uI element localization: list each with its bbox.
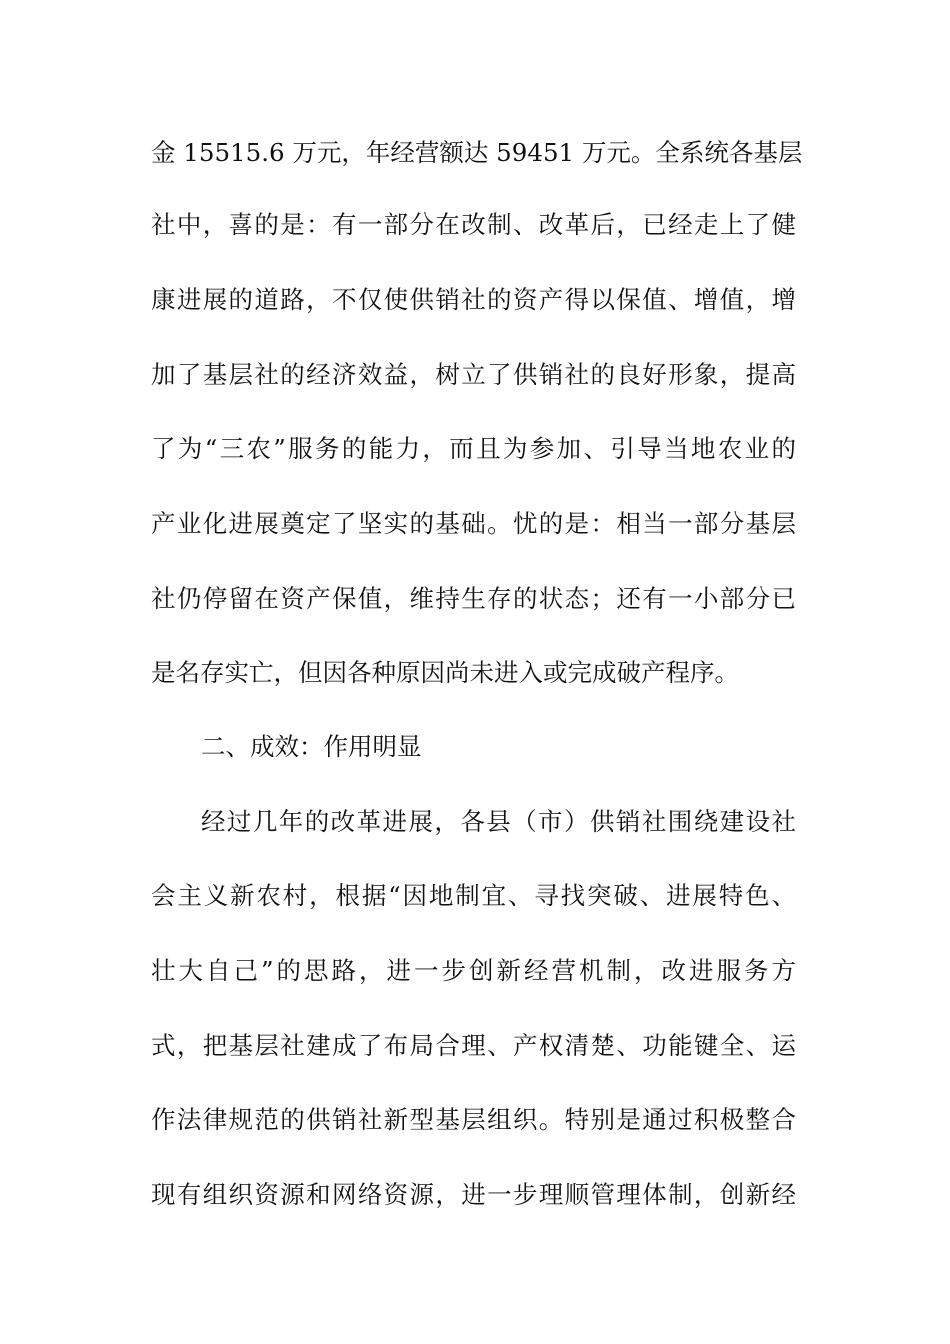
paragraph-line: 金 15515.6 万元，年经营额达 59451 万元。全系统各基层 <box>151 138 803 167</box>
paragraph-line: 作法律规范的供销社新型基层组织。特别是通过积极整合 <box>151 1105 796 1134</box>
paragraph-line: 康进展的道路，不仅使供销社的资产得以保值、增值，增 <box>151 285 796 314</box>
paragraph-line: 现有组织资源和网络资源，进一步理顺管理体制，创新经 <box>151 1180 796 1209</box>
paragraph-line: 壮大自己”的思路，进一步创新经营机制，改进服务方 <box>151 956 796 985</box>
paragraph-line: 产业化进展奠定了坚实的基础。忧的是：相当一部分基层 <box>151 509 796 538</box>
paragraph-line: 了为“三农”服务的能力，而且为参加、引导当地农业的 <box>151 434 796 463</box>
paragraph-line: 社仍停留在资产保值，维持生存的状态；还有一小部分已 <box>151 584 796 613</box>
paragraph-line: 会主义新农村，根据“因地制宜、寻找突破、进展特色、 <box>151 881 796 910</box>
paragraph-line: 是名存实亡，但因各种原因尚未进入或完成破产程序。 <box>151 658 739 687</box>
paragraph-line: 加了基层社的经济效益，树立了供销社的良好形象，提高 <box>151 360 796 389</box>
paragraph-line: 社中，喜的是：有一部分在改制、改革后，已经走上了健 <box>151 210 796 239</box>
paragraph-line: 经过几年的改革进展，各县（市）供销社围绕建设社 <box>201 807 796 836</box>
paragraph-line: 式，把基层社建成了布局合理、产权清楚、功能键全、运 <box>151 1031 796 1060</box>
section-heading: 二、成效：作用明显 <box>201 732 422 761</box>
